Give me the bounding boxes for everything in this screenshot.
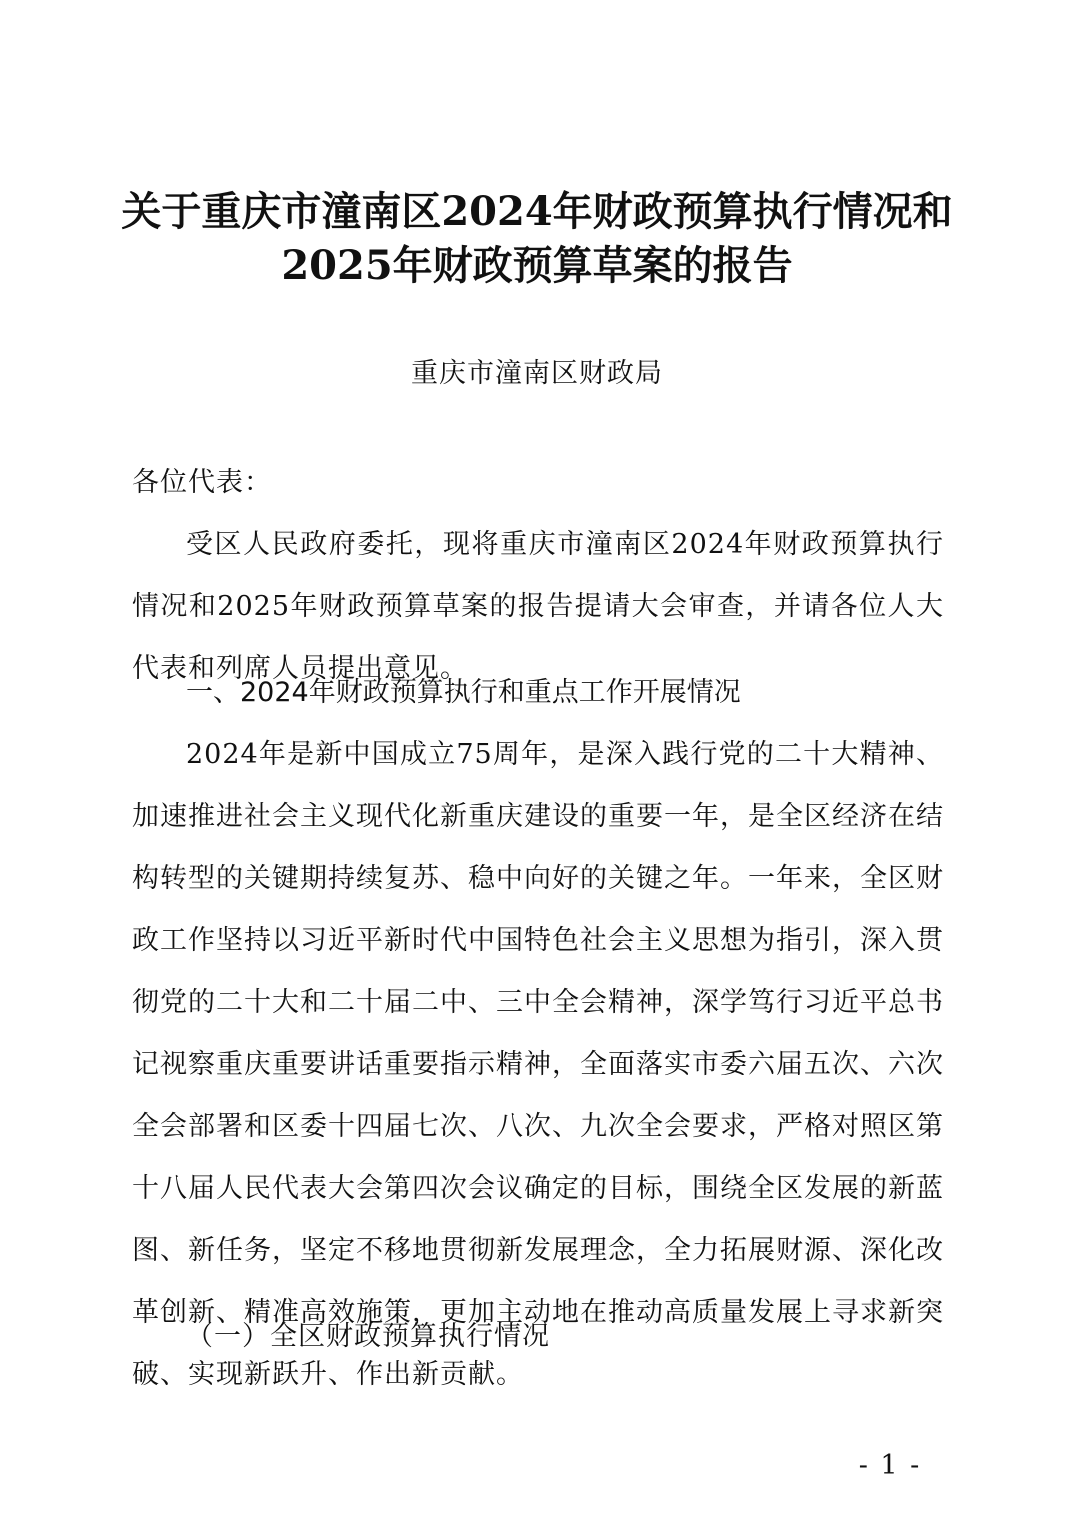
subsection-1-heading: （一）全区财政预算执行情况 — [186, 1321, 550, 1352]
salutation: 各位代表： — [132, 467, 272, 498]
intro-paragraph: 受区人民政府委托，现将重庆市潼南区2024年财政预算执行情况和2025年财政预算草案的报告提请大会审查，并请各位人大代表和列席人员提出意见。 — [132, 529, 944, 684]
report-title-line-2: 2025年财政预算草案的报告 — [281, 242, 793, 289]
page-number: - 1 - — [858, 1450, 922, 1481]
section-1-paragraph: 2024年是新中国成立75周年，是深入践行党的二十大精神、加速推进社会主义现代化新重庆建设的重要一年，是全区经济在结构转型的关键期持续复苏、稳中向好的关键之年。一年来，全区财政工作坚持以习近平新时代中国特色社会主义思想为指引，深入贯彻党的二十大和二十届二中、三中全会精神，深学笃行习近平总书记视察重庆重要讲话重要指示精神，全面落实市委六届五次、六次全会部署和区委十四届七次、八次、九次全会要求，严格对照区第十八届人民代表大会第四次会议确定的目标，围绕全区发展的新蓝图、新任务，坚定不移地贯彻新发展理念，全力拓展财源、深化改革创新、精准高效施策，更加主动地在推动高质量发展上寻求新突破、实现新跃升、作出新贡献。 — [132, 739, 944, 1390]
issuing-authority: 重庆市潼南区财政局 — [411, 358, 663, 389]
report-title-line-1: 关于重庆市潼南区2024年财政预算执行情况和 — [121, 188, 953, 235]
section-1-heading: 一、2024年财政预算执行和重点工作开展情况 — [186, 677, 741, 708]
